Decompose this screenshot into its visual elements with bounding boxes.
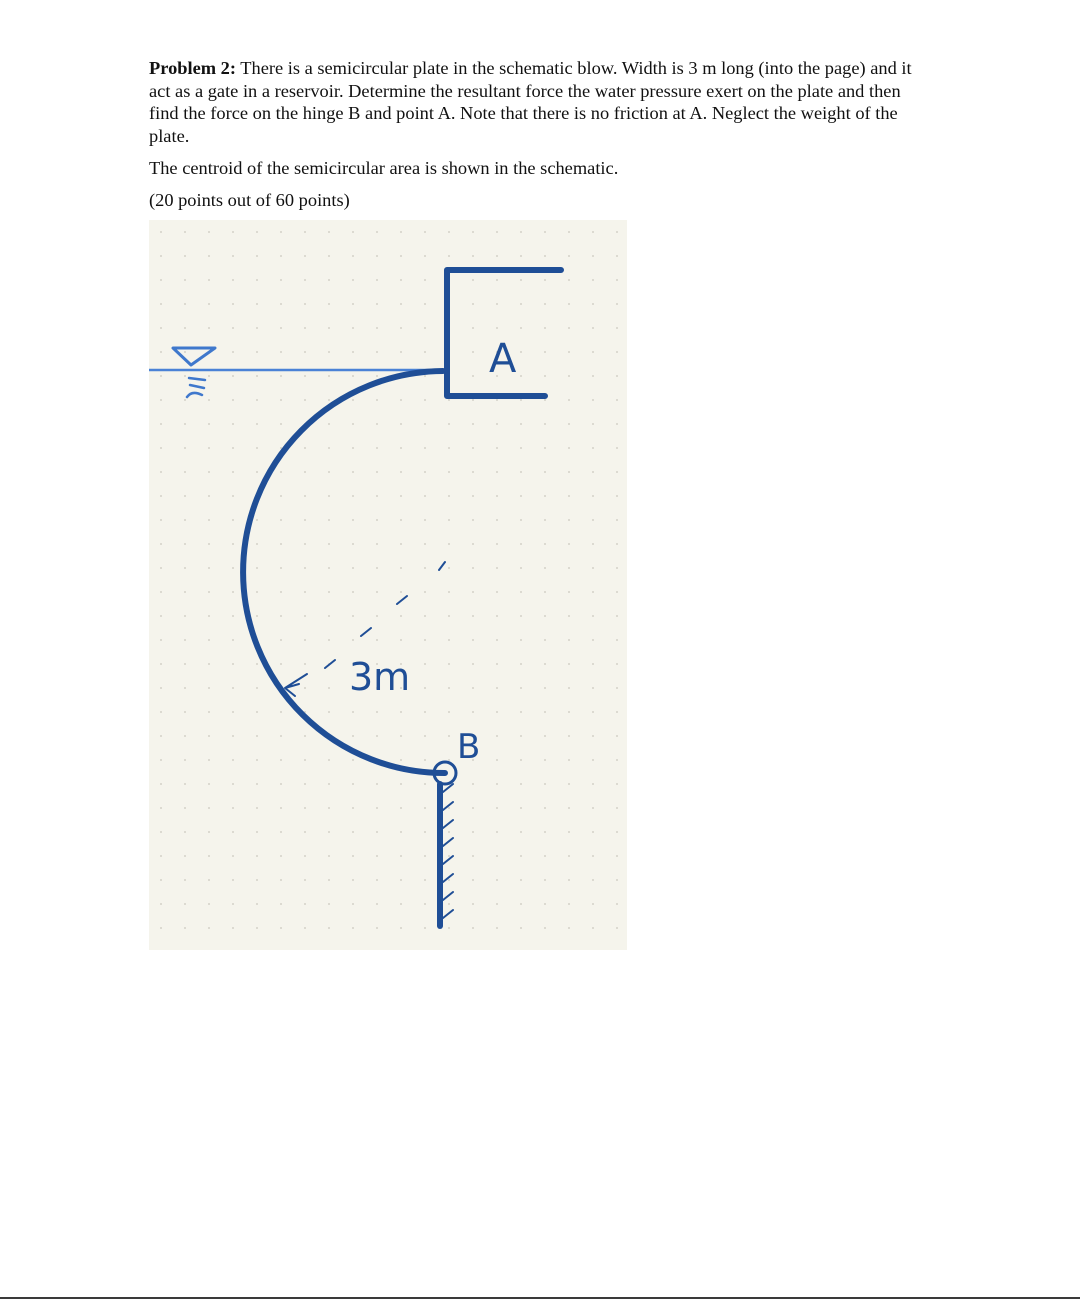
problem-number: Problem 2: — [149, 58, 236, 78]
centroid-note: The centroid of the semicircular area is shown in the schematic. — [149, 158, 619, 178]
problem-paragraph — [149, 57, 924, 147]
problem-text: There is a semicircular plate in the schematic blow. Width is 3 m long (into the page) and it act as a gate in a reservoir. Determine the resultant force the water pressure exert on the plate and then find the force on the hinge B and point A. Note that there is no friction at A. Neglect the weight of the plate. — [149, 58, 912, 146]
page-bottom-divider — [0, 1297, 1080, 1299]
points-note: (20 points out of 60 points) — [149, 190, 350, 210]
schematic-drawing — [149, 220, 627, 950]
problem-statement — [149, 57, 924, 147]
gate-schematic — [149, 220, 627, 950]
dot-grid — [149, 220, 627, 950]
radius-label: 3m — [349, 655, 411, 699]
label-b: B — [457, 727, 481, 767]
label-a: A — [489, 336, 517, 382]
